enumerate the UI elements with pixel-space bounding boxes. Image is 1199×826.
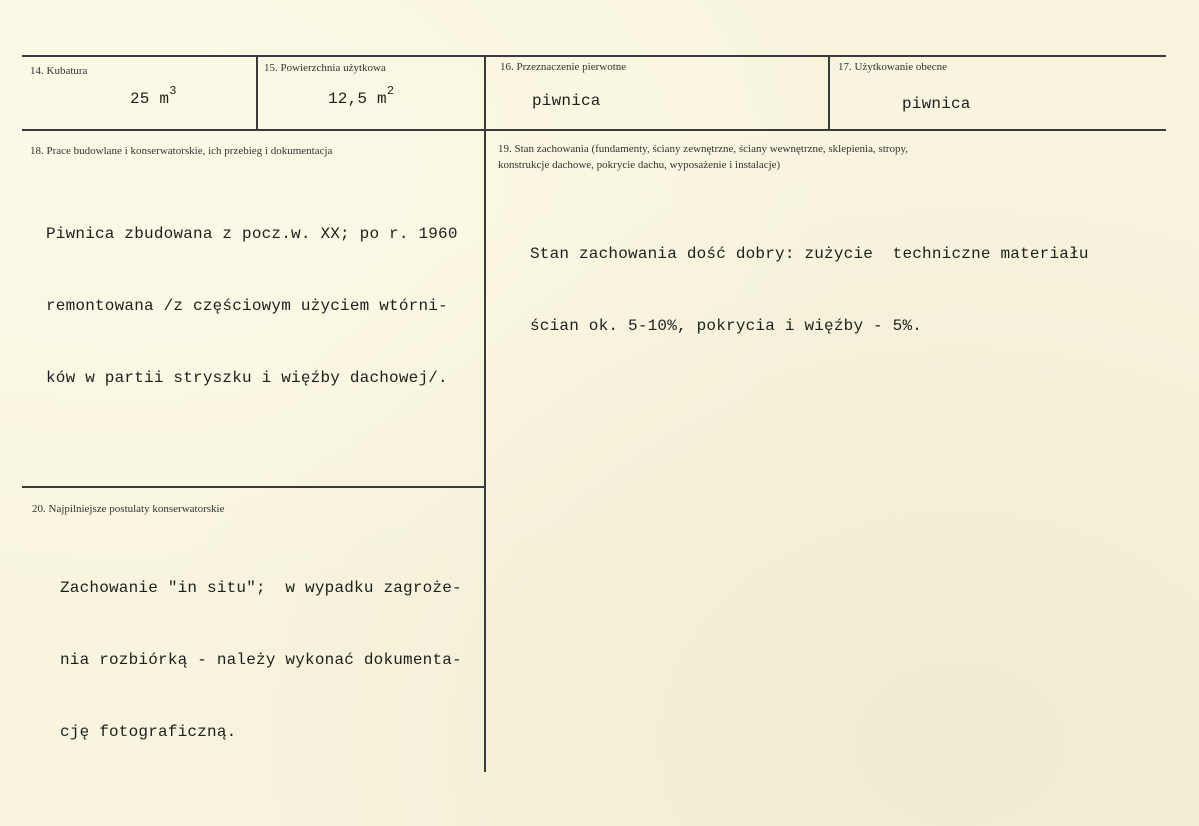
kubatura-value	[130, 84, 177, 108]
kubatura-label: 14. Kubatura	[30, 65, 88, 77]
prace-text	[46, 174, 458, 438]
stan-line-2: ścian ok. 5-10%, pokrycia i więźby - 5%.	[530, 317, 923, 335]
kubatura-exponent: 3	[169, 84, 177, 98]
postulaty-line-3: cję fotograficzną.	[60, 723, 237, 741]
prace-line-3: ków w partii stryszku i więźby dachowej/.	[46, 369, 448, 387]
stan-text	[530, 194, 1089, 386]
col-divider-3	[828, 56, 830, 130]
uzytkowanie-value: piwnica	[902, 95, 971, 113]
prace-line-1: Piwnica zbudowana z pocz.w. XX; po r. 1960	[46, 225, 458, 243]
postulaty-line-2: nia rozbiórką - należy wykonać dokumenta-	[60, 651, 462, 669]
col-divider-2	[484, 56, 486, 772]
row-divider	[22, 129, 1166, 131]
powierzchnia-number: 12,5 m	[328, 90, 387, 108]
powierzchnia-exponent: 2	[386, 84, 395, 98]
postulaty-text	[60, 528, 462, 792]
przeznaczenie-value: piwnica	[532, 92, 601, 110]
stan-label-line-2: konstrukcje dachowe, pokrycie dachu, wyposażenie i instalacje)	[498, 159, 781, 171]
powierzchnia-label: 15. Powierzchnia użytkowa	[264, 62, 386, 74]
stan-label-line-1: 19. Stan zachowania (fundamenty, ściany zewnętrzne, ściany wewnętrzne, sklepienia, stropy,	[498, 143, 909, 155]
uzytkowanie-label: 17. Użytkowanie obecne	[838, 61, 948, 73]
powierzchnia-value	[328, 84, 395, 108]
stan-line-1: Stan zachowania dość dobry: zużycie techniczne materiału	[530, 245, 1089, 263]
section-divider	[22, 486, 484, 488]
przeznaczenie-label: 16. Przeznaczenie pierwotne	[500, 61, 627, 73]
col-divider-1	[256, 56, 258, 130]
prace-label: 18. Prace budowlane i konserwatorskie, ich przebieg i dokumentacja	[30, 145, 333, 157]
top-rule	[22, 55, 1166, 57]
postulaty-label: 20. Najpilniejsze postulaty konserwatorskie	[32, 503, 225, 515]
prace-line-2: remontowana /z częściowym użyciem wtórni-	[46, 297, 448, 315]
stan-label	[498, 141, 1118, 173]
kubatura-number: 25 m	[130, 90, 170, 108]
postulaty-line-1: Zachowanie "in situ"; w wypadku zagroże-	[60, 579, 462, 597]
